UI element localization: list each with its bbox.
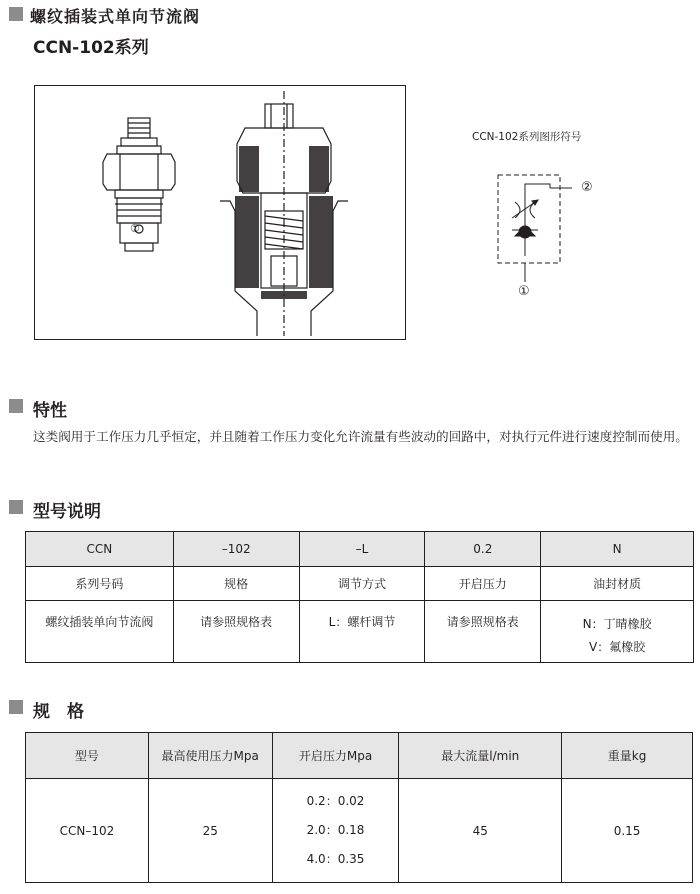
page-title: 螺纹插装式单向节流阀 (30, 7, 201, 26)
section-marker (9, 700, 23, 714)
features-text: 这类阀用于工作压力几乎恒定，并且随着工作压力变化允许流量有些波动的回路中，对执行元件进行速度控制而使用。 (33, 429, 688, 444)
model-code-cell: –102 (173, 532, 299, 567)
specs-table (25, 732, 693, 883)
valve-drawing (35, 86, 407, 341)
crack-pressure-value: 2.0：0.18 (306, 823, 365, 837)
model-name-cell: 系列号码 (26, 567, 174, 601)
specs-header-row (26, 733, 693, 779)
series-title: CCN-102系列 (33, 38, 149, 58)
model-code-cell: N (541, 532, 694, 567)
specs-data-row (26, 779, 693, 883)
specs-header-cell: 型号 (26, 733, 149, 779)
symbol-port1-label: ① (518, 284, 530, 299)
spec-max-pressure-cell: 25 (148, 779, 272, 883)
seal-option: N：丁晴橡胶 (582, 617, 652, 631)
specs-header-cell: 最高使用压力Mpa (148, 733, 272, 779)
model-name-row (26, 567, 694, 601)
model-detail-cell: 螺纹插装单向节流阀 (26, 601, 174, 663)
model-detail-cell: 请参照规格表 (173, 601, 299, 663)
spec-weight-cell: 0.15 (562, 779, 693, 883)
section-marker (9, 500, 23, 514)
model-code-cell: –L (299, 532, 425, 567)
features-heading: 特性 (33, 401, 67, 421)
crack-pressure-value: 0.2：0.02 (306, 794, 365, 808)
model-name-cell: 调节方式 (299, 567, 425, 601)
symbol-port2-label: ② (581, 180, 593, 195)
section-marker (9, 399, 23, 413)
model-heading: 型号说明 (33, 502, 101, 522)
specs-header-cell: 最大流量l/min (399, 733, 562, 779)
spec-model-cell: CCN–102 (26, 779, 149, 883)
specs-header-cell: 开启压力Mpa (272, 733, 399, 779)
specs-heading: 规 格 (33, 702, 84, 722)
model-name-cell: 开启压力 (425, 567, 541, 601)
drawing-port1-label: ① (130, 222, 140, 235)
specs-header-cell: 重量kg (562, 733, 693, 779)
model-code-cell: CCN (26, 532, 174, 567)
crack-pressure-value: 4.0：0.35 (306, 852, 365, 866)
seal-option: V：氟橡胶 (588, 640, 646, 654)
model-code-row (26, 532, 694, 567)
valve-drawing-frame (34, 85, 406, 340)
model-name-cell: 油封材质 (541, 567, 694, 601)
symbol-caption: CCN-102系列图形符号 (472, 131, 582, 143)
spec-max-flow-cell: 45 (399, 779, 562, 883)
model-table (25, 531, 694, 663)
model-name-cell: 规格 (173, 567, 299, 601)
model-detail-cell: L：螺杆调节 (299, 601, 425, 663)
model-detail-row (26, 601, 694, 663)
spec-crack-pressure-cell (272, 779, 399, 883)
model-code-cell: 0.2 (425, 532, 541, 567)
seal-options-cell (541, 601, 694, 663)
section-marker (9, 7, 23, 21)
model-detail-cell: 请参照规格表 (425, 601, 541, 663)
